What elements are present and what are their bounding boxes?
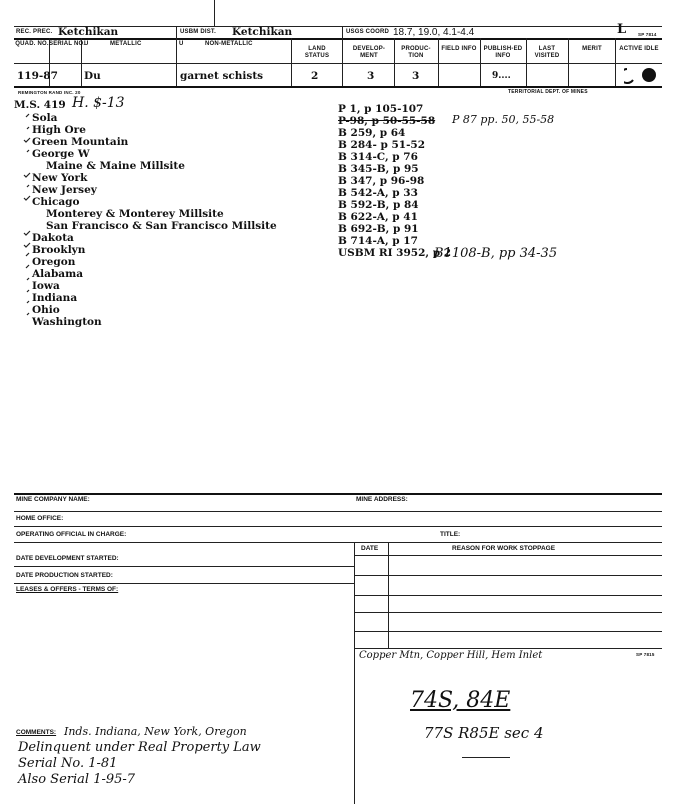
col-line — [388, 542, 389, 648]
reference-line: B 284- p 51-52 — [338, 139, 426, 151]
date-development-label: DATE DEVELOPMENT STARTED: — [16, 555, 119, 562]
nonmetallic-value: garnet schists — [180, 70, 264, 82]
list-item: Maine & Maine Millsite — [46, 160, 185, 172]
operating-official-label: OPERATING OFFICIAL IN CHARGE: — [16, 531, 127, 538]
reference-hand-note: P 87 pp. 50, 55-58 — [452, 113, 555, 126]
list-item: Ohio — [32, 304, 60, 316]
land-status-value: 2 — [311, 70, 319, 82]
list-item: Washington — [32, 316, 102, 328]
rule — [354, 631, 662, 632]
land-status-label: LAND STATUS — [304, 46, 330, 59]
usbm-dist-label: USBM DIST. — [180, 29, 217, 35]
active-idle-marks — [624, 66, 660, 84]
col-line — [615, 38, 616, 86]
reference-line: B 314-C, p 76 — [338, 151, 418, 163]
field-info-label: FIELD INFO — [441, 46, 477, 52]
comments-line: Delinquent under Real Property Law — [18, 740, 261, 755]
corner-mark: L — [617, 22, 627, 37]
reference-line: B 542-A, p 33 — [338, 187, 418, 199]
metallic-label: METALLIC — [110, 41, 142, 47]
published-info-value: 9.... — [492, 71, 511, 81]
rule — [354, 595, 662, 596]
nonmetallic-label: NON-METALLIC — [205, 41, 253, 47]
mine-address-label: MINE ADDRESS: — [356, 496, 408, 503]
rule — [14, 63, 662, 64]
comments-line: Serial No. 1-81 — [18, 756, 118, 771]
u-label: U — [84, 41, 89, 47]
title-label: TITLE: — [440, 531, 461, 538]
last-visited-label: LAST VISITED — [534, 46, 560, 59]
reference-line: B 259, p 64 — [338, 127, 406, 139]
rule — [14, 493, 662, 495]
list-item: New Jersey — [32, 184, 97, 196]
production-value: 3 — [412, 70, 420, 82]
col-line — [354, 542, 355, 804]
col-line — [176, 26, 177, 86]
rule — [14, 511, 662, 512]
date-column-label: DATE — [361, 545, 379, 552]
rule — [14, 38, 662, 40]
mine-company-name-label: MINE COMPANY NAME: — [16, 496, 90, 503]
merit-label: MERIT — [582, 46, 602, 52]
reason-column-label: REASON FOR WORK STOPPAGE — [452, 545, 556, 552]
rule — [354, 575, 662, 576]
list-item: Iowa — [32, 280, 60, 292]
list-item: George W — [32, 148, 90, 160]
rec-prec-value: Ketchikan — [58, 26, 119, 38]
rule — [14, 583, 354, 584]
col-line — [394, 38, 395, 86]
active-idle-label: ACTIVE IDLE — [619, 46, 659, 52]
col-line — [291, 38, 292, 86]
col-line — [342, 26, 343, 86]
rule — [14, 86, 662, 88]
quad-no-value: 119-87 — [17, 70, 58, 82]
leases-label: LEASES & OFFERS - TERMS OF: — [16, 586, 119, 593]
rec-prec-label: REC. PREC. — [16, 29, 53, 35]
reference-line: B 622-A, p 41 — [338, 211, 418, 223]
form-number: SP 7814 — [638, 32, 657, 37]
territorial-label: TERRITORIAL DEPT. OF MINES — [508, 89, 588, 95]
reference-line: B 692-B, p 91 — [338, 223, 419, 235]
metallic-value: Du — [84, 70, 101, 82]
u-label-2: U — [179, 41, 184, 47]
reference-line-struck: P-98, p 50-55-58 — [338, 115, 436, 127]
comments-line: Also Serial 1-95-7 — [18, 772, 136, 787]
location-hand-note: Copper Mtn, Copper Hill, Hem Inlet — [359, 650, 543, 661]
reference-hand-note: B1108-B, pp 34-35 — [434, 246, 558, 261]
reference-line: B 714-A, p 17 — [338, 235, 418, 247]
list-item: High Ore — [32, 124, 86, 136]
list-item: Indiana — [32, 292, 78, 304]
date-production-label: DATE PRODUCTION STARTED: — [16, 572, 113, 579]
production-label: PRODUC-TION — [401, 46, 431, 59]
rule — [14, 566, 354, 567]
section-hand-note: 77S R85E sec 4 — [424, 724, 544, 742]
col-line — [526, 38, 527, 86]
comments-label: COMMENTS: — [16, 729, 57, 736]
printer-mark: REMINGTON RAND INC. 20 — [18, 90, 81, 95]
mineral-survey-hand-note: H. $-13 — [72, 95, 125, 111]
development-label: DEVELOP-MENT — [352, 46, 386, 59]
home-office-label: HOME OFFICE: — [16, 515, 64, 522]
rule — [354, 555, 662, 556]
usbm-dist-value: Ketchikan — [232, 26, 293, 38]
mineral-survey-number: M.S. 419 — [14, 99, 66, 111]
serial-no-label: SERIAL NO. — [49, 41, 86, 47]
list-item: Brooklyn — [32, 244, 86, 256]
col-line — [568, 38, 569, 86]
comments-line: Inds. Indiana, New York, Oregon — [64, 725, 247, 738]
quad-no-label: QUAD. NO. — [15, 41, 49, 47]
township-hand-note: 74S, 84E — [410, 688, 511, 713]
list-item: Sola — [32, 112, 58, 124]
list-item: Chicago — [32, 196, 80, 208]
list-item: New York — [32, 172, 88, 184]
published-info-label: PUBLISH-ED INFO — [483, 46, 523, 59]
list-item: San Francisco & San Francisco Millsite — [46, 220, 277, 232]
usgs-coord-value: 18.7, 19.0, 4.1-4.4 — [393, 27, 475, 38]
development-value: 3 — [367, 70, 375, 82]
reference-line: B 347, p 96-98 — [338, 175, 425, 187]
check-marks — [18, 112, 34, 328]
col-line — [438, 38, 439, 86]
hand-underline — [462, 757, 510, 758]
usgs-coord-label: USGS COORD — [346, 29, 390, 35]
list-item: Monterey & Monterey Millsite — [46, 208, 224, 220]
rule — [14, 542, 662, 543]
list-item: Alabama — [32, 268, 83, 280]
rule — [354, 648, 662, 649]
list-item: Dakota — [32, 232, 74, 244]
reference-line: P 1, p 105-107 — [338, 103, 424, 115]
list-item: Oregon — [32, 256, 76, 268]
rule — [354, 612, 662, 613]
punch-line — [214, 0, 215, 26]
form-number-bottom: SP 7815 — [636, 652, 655, 657]
list-item: Green Mountain — [32, 136, 129, 148]
reference-line: B 592-B, p 84 — [338, 199, 419, 211]
reference-line: B 345-B, p 95 — [338, 163, 419, 175]
reference-line: USBM RI 3952, p 2 — [338, 247, 452, 259]
rule — [14, 526, 662, 527]
col-line — [480, 38, 481, 86]
